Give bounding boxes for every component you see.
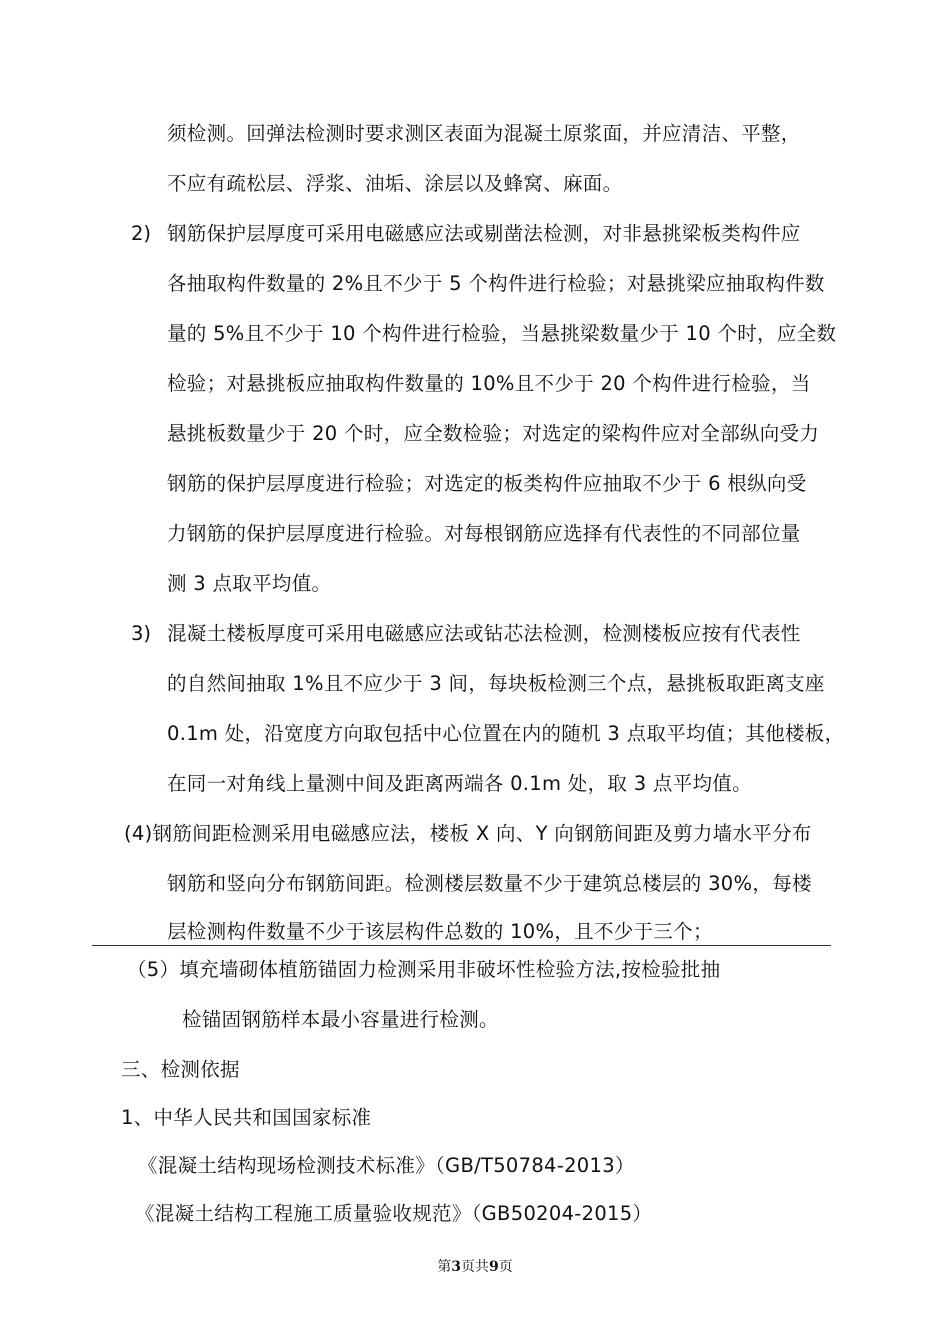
item3-line-4: 在同一对角线上量测中间及距离两端各 0.1m 处，取 3 点平均值。 <box>167 772 752 795</box>
item4-line-1: (4)钢筋间距检测采用电磁感应法，楼板 X 向、Y 向钢筋间距及剪力墙水平分布 <box>124 822 812 845</box>
item2-number: 2) <box>131 222 152 245</box>
divider-line <box>92 945 831 946</box>
standard-item-1: 《混凝土结构现场检测技术标准》（GB/T50784-2013） <box>138 1154 635 1177</box>
item2-line-1: 钢筋保护层厚度可采用电磁感应法或剔凿法检测，对非悬挑梁板类构件应 <box>167 222 801 245</box>
item2-line-8: 测 3 点取平均值。 <box>167 572 332 595</box>
item3-line-2: 的自然间抽取 1%且不应少于 3 间，每块板检测三个点，悬挑板取距离支座 <box>167 672 825 695</box>
footer-middle: 页共 <box>461 1259 489 1275</box>
footer-page-number: 3 <box>451 1259 461 1275</box>
item5-line-2: 检锚固钢筋样本最小容量进行检测。 <box>182 1008 499 1031</box>
footer-prefix: 第 <box>437 1259 452 1275</box>
subsection-heading: 1、中华人民共和国国家标准 <box>121 1106 372 1129</box>
page-footer <box>0 1258 950 1276</box>
item5-line-1: （5）填充墙砌体植筋锚固力检测采用非破坏性检验方法,按检验批抽 <box>127 958 721 981</box>
item2-line-5: 悬挑板数量少于 20 个时，应全数检验；对选定的梁构件应对全部纵向受力 <box>167 422 820 445</box>
para1-line-2: 不应有疏松层、浮浆、油垢、涂层以及蜂窝、麻面。 <box>167 172 623 195</box>
item2-line-7: 力钢筋的保护层厚度进行检验。对每根钢筋应选择有代表性的不同部位量 <box>167 522 801 545</box>
section-heading: 三、检测依据 <box>121 1058 240 1081</box>
item2-line-3: 量的 5%且不少于 10 个构件进行检验，当悬挑梁数量少于 10 个时，应全数 <box>167 322 837 345</box>
footer-total-pages: 9 <box>489 1259 499 1275</box>
footer-suffix: 页 <box>498 1259 513 1275</box>
item3-line-3: 0.1m 处，沿宽度方向取包括中心位置在内的随机 3 点取平均值；其他楼板， <box>167 722 845 745</box>
item4-line-2: 钢筋和竖向分布钢筋间距。检测楼层数量不少于建筑总楼层的 30%，每楼 <box>167 872 812 895</box>
item3-number: 3) <box>131 622 152 645</box>
standard-item-2: 《混凝土结构工程施工质量验收规范》（GB50204-2015） <box>135 1202 653 1225</box>
item3-line-1: 混凝土楼板厚度可采用电磁感应法或钻芯法检测，检测楼板应按有代表性 <box>167 622 801 645</box>
para1-line-1: 须检测。回弹法检测时要求测区表面为混凝土原浆面，并应清洁、平整， <box>167 122 801 145</box>
item4-line-3: 层检测构件数量不少于该层构件总数的 10%，且不少于三个； <box>167 920 713 943</box>
item2-line-6: 钢筋的保护层厚度进行检验；对选定的板类构件应抽取不少于 6 根纵向受 <box>167 472 807 495</box>
item2-line-4: 检验；对悬挑板应抽取构件数量的 10%且不少于 20 个构件进行检验，当 <box>167 372 811 395</box>
item2-line-2: 各抽取构件数量的 2%且不少于 5 个构件进行检验；对悬挑梁应抽取构件数 <box>167 272 825 295</box>
